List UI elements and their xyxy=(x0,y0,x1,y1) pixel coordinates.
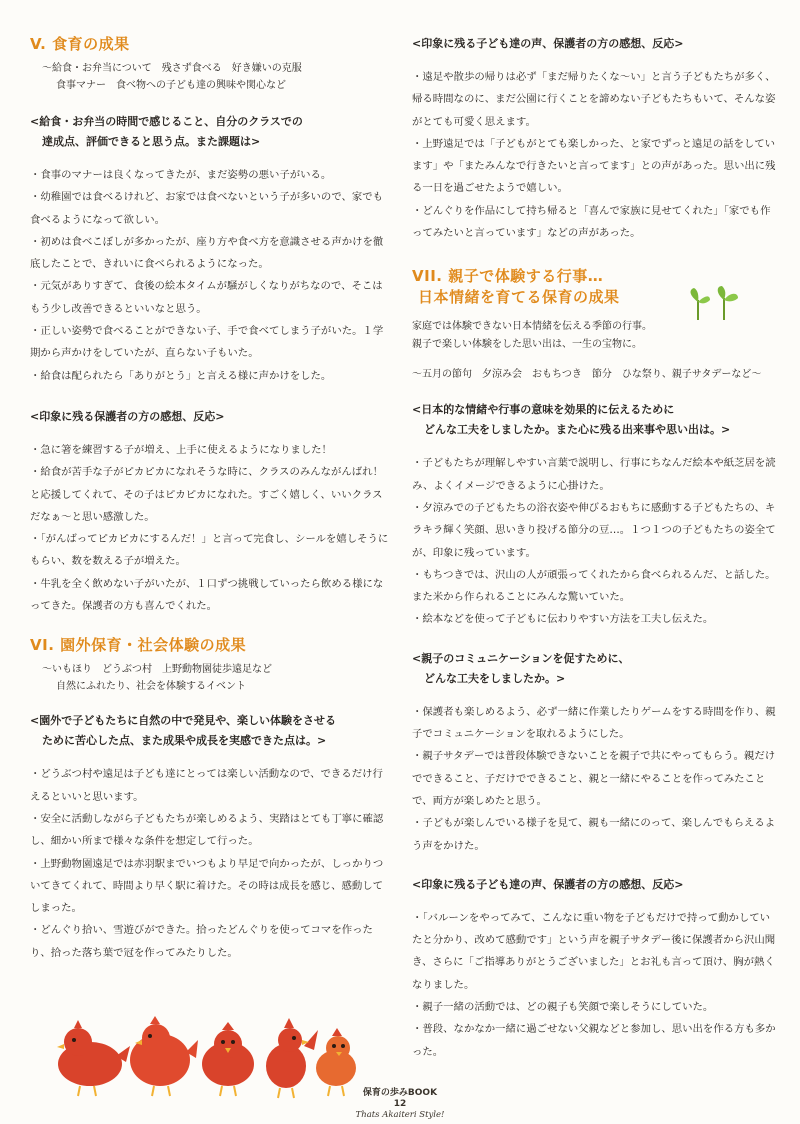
list-item: ・遠足や散歩の帰りは必ず「まだ帰りたくな〜い」と言う子どもたちが多く、帰る時間なのに、まだ公園に行くことを諦めない子どもたちもいて、そんな姿がとても可愛く思えます。 xyxy=(412,71,776,128)
section-title: VI. 園外保育・社会体験の成果 xyxy=(30,636,247,655)
list-item: ・親子一緒の活動では、どの親子も笑顔で楽しそうにしていた。 xyxy=(412,1001,714,1014)
question-heading xyxy=(412,34,778,54)
list-item: ・もちつきでは、沢山の人が頑張ってくれたから食べられるんだ、と話した。また米から作られることにみんな驚いていた。 xyxy=(412,568,776,604)
sprout-icon xyxy=(680,282,750,322)
list-item: ・食事のマナーは良くなってきたが、まだ姿勢の悪い子がいる。 xyxy=(30,169,332,181)
chicken-icon xyxy=(130,1016,198,1096)
heading-line: <印象に残る保護者の方の感想、反応> xyxy=(30,409,225,423)
heading-line: <親子のコミュニケーションを促すために、 xyxy=(412,651,630,665)
list-item: ・元気がありすぎて、食後の絵本タイムが騒がしくなりがちなので、そこはもう少し改善できるといいなと思う。 xyxy=(30,280,383,315)
answer-list xyxy=(412,701,778,857)
heading-line: 達成点、評価できると思う点。また課題は> xyxy=(42,135,261,148)
list-item: ・初めは食べこぼしが多かったが、座り方や食べ方を意識させる声かけを徹底したことで、きれいに食べられるようになった。 xyxy=(30,235,384,271)
list-item: ・上野遠足では「子どもがとても楽しかった、と家でずっと遠足の話をしています」や「またみんなで行きたいと言ってます」との声があった。思い出に残る一日を過ごせたようで嬉しい。 xyxy=(412,137,776,195)
heading-line: <印象に残る子ども達の声、保護者の方の感想、反応> xyxy=(412,877,684,891)
page-footer xyxy=(340,1088,460,1121)
answer-list xyxy=(30,439,390,617)
left-column xyxy=(30,34,390,964)
heading-line: ために苦心した点、また成果や成長を実感できた点は。> xyxy=(42,734,327,748)
list-item: ・「バルーンをやってみて、こんなに重い物を子どもだけで持って動かしていたと分かり、改めて感動です」という声を親子サタデー後に保護者から沢山聞き、さらに「ご指導ありがとうございました」とお礼も言って頂け、胸が熱くなりました。 xyxy=(412,911,776,991)
chicken-icon xyxy=(266,1018,318,1098)
list-item: ・給食は配られたら「ありがとう」と言える様に声かけをした。 xyxy=(30,369,332,382)
list-item: ・急に箸を練習する子が増え、上手に使えるようになりました！ xyxy=(30,443,332,456)
list-item: ・子どもが楽しんでいる様子を見て、親も一緒にのって、楽しんでもらえるよう声をかけた。 xyxy=(412,817,776,852)
book-title: 保育の歩みBOOK xyxy=(362,1088,438,1098)
list-item: ・絵本などを使って子どもに伝わりやすい方法を工夫し伝えた。 xyxy=(412,613,714,626)
intro-line: 親子で楽しい体験をした思い出は、一生の宝物に。 xyxy=(412,339,642,351)
question-heading xyxy=(30,407,390,427)
list-item: ・どんぐりを作品にして持ち帰ると「喜んで家族に見せてくれた」「家でも作ってみたいと言っています」などの声があった。 xyxy=(412,204,771,240)
tagline: Thats Akaiteri Style! xyxy=(355,1110,445,1120)
event-list: 〜五月の節句 夕涼み会 おもちつき 節分 ひな祭り、親子サタデーなど〜 xyxy=(412,369,762,381)
intro-line: 家庭では体験できない日本情緒を伝える季節の行事。 xyxy=(412,321,652,333)
list-item: ・子どもたちが理解しやすい言葉で説明し、行事にちなんだ絵本や紙芝居を読み、よくイメージできるように心掛けた。 xyxy=(412,457,776,492)
question-heading xyxy=(412,875,778,895)
list-item: ・幼稚園では食べるけれど、お家では食べないという子が多いので、家でも食べるようになって欲しい。 xyxy=(30,191,384,226)
heading-line: <印象に残る子ども達の声、保護者の方の感想、反応> xyxy=(412,37,684,50)
answer-list xyxy=(30,763,390,964)
list-item: ・給食が苦手な子がピカピカになれそうな時に、クラスのみんながんばれ！と応援してくれて、その子はピカピカになれた。すごく嬉しく、いいクラスだなぁ〜と思い感激した。 xyxy=(30,466,383,523)
title-line: VII. 親子で体験する行事… xyxy=(412,267,604,286)
question-heading xyxy=(30,711,390,751)
question-heading xyxy=(412,649,778,689)
heading-line: <日本的な情緒や行事の意味を効果的に伝えるために xyxy=(412,403,675,417)
list-item: ・正しい姿勢で食べることができない子、手で食べてしまう子がいた。１学期から声かけをしていたが、直らない子もいた。 xyxy=(30,325,384,360)
heading-line: どんな工夫をしましたか。> xyxy=(424,671,566,685)
list-item: ・「がんばってピカピカにするんだ！」と言って完食し、シールを嬉しそうにもらい、数を数える子が増えた。 xyxy=(30,533,389,568)
list-item: ・安全に活動しながら子どもたちが楽しめるよう、実踏はとても丁寧に確認し、細かい所まで様々な条件を想定して行った。 xyxy=(30,812,384,848)
subtitle-line: 〜給食・お弁当について 残さず食べる 好き嫌いの克服 xyxy=(42,63,302,74)
answer-list xyxy=(30,164,390,387)
question-heading xyxy=(412,400,778,440)
section-title: V. 食育の成果 xyxy=(30,35,130,53)
subtitle-line: 自然にふれたり、社会を体験するイベント xyxy=(56,681,246,693)
list-item: ・どうぶつ村や遠足は子ども達にとっては楽しい活動なので、できるだけ行えるといいと思います。 xyxy=(30,768,383,803)
question-heading xyxy=(30,112,390,152)
list-item: ・上野動物園遠足では赤羽駅までいつもより早足で向かったが、しっかりついてきてくれて、時間より早く駅に着けた。その時は成長を感じ、感動してしまった。 xyxy=(30,857,384,915)
list-item: ・どんぐり拾い、雪遊びができた。拾ったどんぐりを使ってコマを作ったり、拾った落ち葉で冠を作ってみたりした。 xyxy=(30,924,373,959)
chicken-icon xyxy=(316,1028,356,1096)
section-intro xyxy=(412,318,778,354)
answer-list xyxy=(412,907,778,1063)
list-item: ・親子サタデーでは普段体験できないことを親子で共にやってもらう。親だけでできること、子だけでできること、親と一緒にやることを作ってみたことで、両方が楽しめたと思う。 xyxy=(412,750,776,807)
list-item: ・牛乳を全く飲めない子がいたが、１口ずつ挑戦していったら飲める様になってきた。保護者の方も喜んでくれた。 xyxy=(30,577,384,613)
answer-list xyxy=(412,452,778,630)
page-number: 12 xyxy=(393,1099,407,1109)
section-subtitle xyxy=(30,60,390,94)
heading-line: <園外で子どもたちに自然の中で発見や、楽しい体験をさせる xyxy=(30,714,336,728)
section-subtitle xyxy=(30,661,390,695)
list-item: ・普段、なかなか一緒に過ごせない父親などと参加し、思い出を作る方も多かった。 xyxy=(412,1023,776,1058)
subtitle-line: 〜いもほり どうぶつ村 上野動物園徒歩遠足など xyxy=(42,664,272,676)
chicken-icon xyxy=(57,1020,130,1096)
heading-line: どんな工夫をしましたか。また心に残る出来事や思い出は。> xyxy=(424,423,731,437)
title-line: 日本情緒を育てる保育の成果 xyxy=(418,288,620,307)
chicken-icon xyxy=(202,1022,254,1096)
list-item: ・保護者も楽しめるよう、必ず一緒に作業したりゲームをする時間を作り、親子でコミュニケーションを取れるようにした。 xyxy=(412,705,776,741)
answer-list xyxy=(412,66,778,244)
chickens-illustration xyxy=(50,1012,360,1102)
subtitle-line: 食事マナー 食べ物への子ども達の興味や関心など xyxy=(56,80,286,91)
list-item: ・夕涼みでの子どもたちの浴衣姿や伸びるおもちに感動する子どもたちの、キラキラ輝く笑顔、思いきり投げる節分の豆…。１つ１つの子どもたちの姿全てが、印象に残っています。 xyxy=(412,501,776,559)
right-column xyxy=(412,34,778,1063)
heading-line: <給食・お弁当の時間で感じること、自分のクラスでの xyxy=(30,115,303,128)
